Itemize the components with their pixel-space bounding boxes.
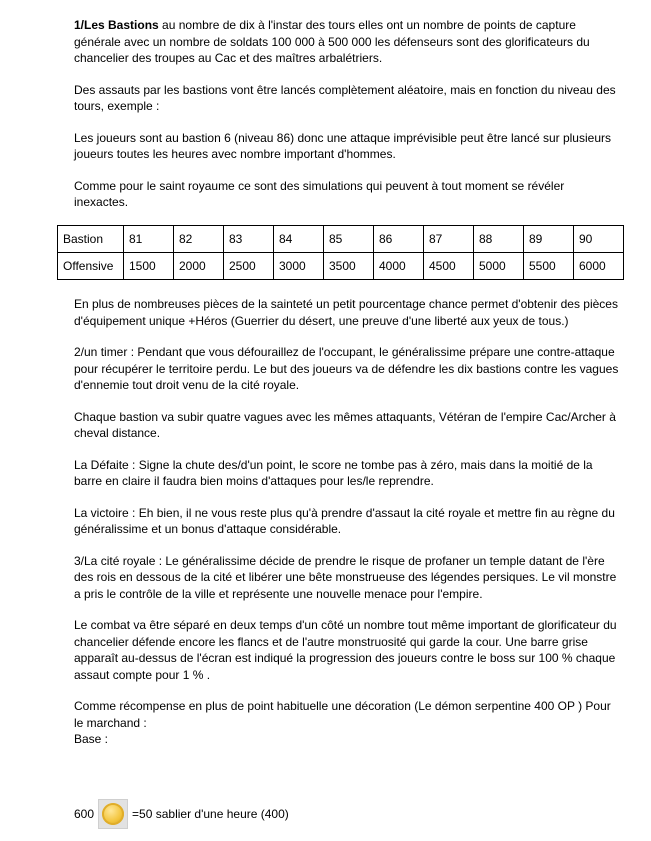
- table-cell: 84: [274, 226, 324, 253]
- table-cell: 5500: [524, 253, 574, 280]
- paragraph-victory: La victoire : Eh bien, il ne vous reste plus qu'à prendre d'assaut la cité royale et mettre fin au règne du généralissime et un bonus d'attaque considérable.: [74, 505, 615, 536]
- reward-exchange-line: [74, 799, 289, 829]
- table-cell: 3500: [324, 253, 374, 280]
- table-cell: 4000: [374, 253, 424, 280]
- table-row-label: Offensive: [58, 253, 124, 280]
- paragraph-defeat: La Défaite : Signe la chute des/d'un point, le score ne tombe pas à zéro, mais dans la moitié de la barre en claire il faudra bien moins d'attaques pour les/le reprendre.: [74, 457, 593, 488]
- table-cell: 86: [374, 226, 424, 253]
- paragraph: Les joueurs sont au bastion 6 (niveau 86) donc une attaque imprévisible peut être lancé sur plusieurs joueurs toutes les heures avec nombre important d'hommes.: [74, 130, 611, 161]
- document-body: [74, 17, 619, 211]
- table-cell: 6000: [574, 253, 624, 280]
- table-cell: 82: [174, 226, 224, 253]
- table-cell: 2000: [174, 253, 224, 280]
- gold-coin-icon: [98, 799, 128, 829]
- reward-text: Comme récompense en plus de point habituelle une décoration (Le démon serpentine 400 OP ) Pour le marchand :: [74, 699, 611, 730]
- table-cell: 5000: [474, 253, 524, 280]
- reward-base-label: Base :: [74, 732, 109, 746]
- paragraph: Chaque bastion va subir quatre vagues avec les mêmes attaquants, Vétéran de l'empire Cac/Archer à cheval distance.: [74, 409, 616, 440]
- table-cell: 4500: [424, 253, 474, 280]
- table-cell: 81: [124, 226, 174, 253]
- intro-paragraph: [74, 17, 619, 67]
- reward-exchange-text: =50 sablier d'une heure (400): [132, 806, 289, 821]
- table-cell: 88: [474, 226, 524, 253]
- table-cell: 3000: [274, 253, 324, 280]
- paragraph: Des assauts par les bastions vont être lancés complètement aléatoire, mais en fonction du niveau des tours, exemple :: [74, 82, 616, 113]
- intro-text: au nombre de dix à l'instar des tours elles ont un nombre de points de capture générale avec un nombre de soldats 100 000 à 500 000 les défenseurs sont des glorificateurs du chancelier des troupes au Cac et des maîtres arbalétriers.: [74, 18, 590, 65]
- reward-amount: 600: [74, 806, 95, 821]
- paragraph: Le combat va être séparé en deux temps d'un côté un nombre tout même important de glorificateur du chancelier défende encore les flancs et de l'autre monstruosité qui garde la cour. Une barre grise apparaît au-dessus de l'écran est indiqué la progression des joueurs contre le boss sur 100 % chaque assaut compte pour 1 % .: [74, 618, 617, 682]
- paragraph: Comme pour le saint royaume ce sont des simulations qui peuvent à tout moment se révéler inexactes.: [74, 178, 565, 209]
- section-heading-bastions: 1/Les Bastions: [74, 18, 159, 32]
- table-cell: 1500: [124, 253, 174, 280]
- document-body-continued: [74, 296, 619, 748]
- table-cell: 87: [424, 226, 474, 253]
- table-row-label: Bastion: [58, 226, 124, 253]
- table-cell: 83: [224, 226, 274, 253]
- table-cell: 90: [574, 226, 624, 253]
- table-row: [58, 253, 624, 280]
- table-cell: 85: [324, 226, 374, 253]
- paragraph-timer: 2/un timer : Pendant que vous défouraillez de l'occupant, le généralissime prépare une contre-attaque pour récupérer le territoire perdu. Le but des joueurs va de défendre les dix bastions contre les vagues d'ennemie tout droit venu de la cité royale.: [74, 345, 619, 392]
- paragraph: En plus de nombreuses pièces de la sainteté un petit pourcentage chance permet d'obtenir des pièces d'équipement unique +Héros (Guerrier du désert, une preuve d'une liberté aux yeux de tous.): [74, 297, 618, 328]
- bastion-table: [57, 225, 624, 280]
- table-cell: 2500: [224, 253, 274, 280]
- paragraph-royal-city: 3/La cité royale : Le généralissime décide de prendre le risque de profaner un temple datant de l'ère des rois en dessous de la cité et libérer une bête monstrueuse des légendes persiques. Le vil monstre a pris le contrôle de la ville et représente une nouvelle menace pour l'empire.: [74, 553, 617, 601]
- table-cell: 89: [524, 226, 574, 253]
- table-row: [58, 226, 624, 253]
